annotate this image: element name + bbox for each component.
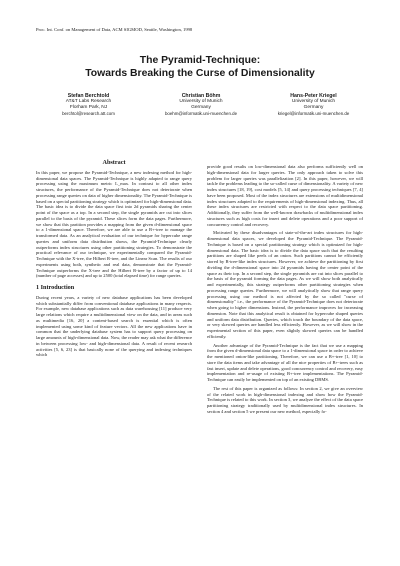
author-block — [36, 93, 366, 117]
author-name: Christian Böhm — [181, 93, 221, 99]
paragraph: provide good results on low-dimensional data also performs sufficiently well on high-dimensional data for larger queries. The only approach taken to solve this problem for larger queries was parallelization [2]. In this paper, however, we will tackle the problems leading to the so-called curse of dimensionality. A variety of new index structures [18, 19], cost models [5, 14] and query processing techniques [7, 4] have been proposed. Most of the index structures are extensions of multidimensional index structures adapted to the requirements of high-dimensional indexing. Thus, all these index structures are restricted with respect to the data space partitioning. Additionally, they suffer from the well-known drawbacks of multidimensional index structures such as high costs for insert and delete operations and a poor support of concurrency control and recovery. — [207, 164, 363, 227]
author-affiliation: University of Munich — [291, 99, 336, 104]
author-affiliation: AT&T Labs Research — [65, 99, 112, 104]
author-3 — [261, 93, 366, 117]
abstract-heading: Abstract — [102, 159, 126, 166]
author-name: Hans-Peter Kriegel — [290, 93, 337, 99]
author-1 — [36, 93, 141, 117]
paragraph: The rest of this paper is organized as follows: In section 2, we give an overview of the related work in high-dimensional indexing and show how the Pyramid-Technique is related to this work. In section 3, we analyze the effect of the data space partitioning strategy traditionally used by multidimensional index structures. In section 4 and section 5 we present our new method, especially fo- — [207, 385, 363, 414]
author-address: Germany — [191, 105, 211, 110]
author-address: Germany — [303, 105, 324, 110]
paper-title — [0, 55, 400, 80]
author-address: Florham Park, NJ — [69, 105, 108, 110]
abstract-text: In this paper, we propose the Pyramid-Technique, a new indexing method for high-dimensional data spaces. The Pyramid-Technique is highly adapted to range query processing using the maximum metric L_max. In contrast to all other index structures, the performance of the Pyramid-Technique does not deteriorate when processing range queries on data of higher dimensionality. The Pyramid-Technique is based on a special partitioning strategy which is optimized for high-dimensional data. The basic idea is to divide the data space first into 2d pyramids sharing the center point of the space as a top. In a second step, the single pyramids are cut into slices parallel to the basis of the pyramid. These slices form the data pages. Furthermore, we show that this partition provides a mapping from the given d-dimensional space to a 1-dimensional space. Therefore, we are able to use a B+-tree to manage the transformed data. As an analytical evaluation of our technique for hypercube range queries and uniform data distribution shows, the Pyramid-Technique clearly outperforms index structures using other partitioning strategies. To demonstrate the practical relevance of our technique, we experimentally compared the Pyramid-Technique with the X-tree, the Hilbert R-tree, and the Linear Scan. The results of our experiments using both, synthetic and real data, demonstrate that the Pyramid-Technique outperforms the X-tree and the Hilbert R-tree by a factor of up to 14 (number of page accesses) and up to 2500 (total elapsed time) for range queries. — [36, 169, 192, 279]
introduction-heading: 1 Introduction — [36, 284, 75, 291]
author-affiliation: University of Munich — [179, 99, 223, 104]
paragraph: Motivated by these disadvantages of state-of-the-art index structures for high-dimensional data spaces, we developed the Pyramid-Technique. The Pyramid-Technique is based on a special partitioning strategy which is optimized for high-dimensional data. The basic idea is to divide the data space such that the resulting partitions are shaped like peels of an onion. Such partitions cannot be efficiently stored by R-tree-like index structures. However, we achieve the partitioning by first dividing the d-dimensional space into 2d pyramids having the center point of the space as their top. In a second step, the single pyramids are cut into slices parallel to the basis of the pyramid forming the data pages. As we will show both analytically and experimentally, this strategy outperforms other partitioning strategies when processing range queries. Furthermore, we will analytically show that range query processing using our method is not affected by the so called "curse of dimensionality" i.e., the performance of the Pyramid-Technique does not deteriorate when going to higher dimensions. Instead, the performance improves for increasing dimension. Note that this analytical result is obtained for hypercube shaped queries and uniform data distribution. Queries, which touch the boundary of the data space, or very skewed queries are handled less efficiently. However, as we will show in the experimental section of this paper, even slightly skewed queries can be handled efficiently. — [207, 230, 363, 339]
proceedings-line: Proc. Int. Conf. on Management of Data, ACM SIGMOD, Seattle, Washington, 1998 — [36, 27, 193, 32]
author-email[interactable]: boehm@informatik.uni-muenchen.de — [164, 111, 238, 116]
author-email[interactable]: kriegel@informatik.uni-muenchen.de — [277, 111, 350, 116]
author-name: Stefan Berchtold — [67, 93, 110, 99]
author-email[interactable]: berchtol@research.att.com — [62, 111, 115, 116]
title-line-1: The Pyramid-Technique: — [139, 55, 261, 66]
left-column — [36, 160, 192, 361]
author-2 — [149, 93, 254, 117]
paragraph: Another advantage of the Pyramid-Technique is the fact that we use a mapping from the given d-dimensional data space to a 1-dimensional space in order to achieve the mentioned onion-like partitioning. Therefore, we can use a B+-tree [1, 10] to store the data items and take advantage of all the nice properties of B+-trees such as fast insert, update and delete operations, good concurrency control and recovery, easy implementation and re-usage of existing B+-tree implementations. The Pyramid-Technique can easily be implemented on top of an existing DBMS. — [207, 342, 363, 382]
right-column — [207, 164, 363, 418]
title-line-2: Towards Breaking the Curse of Dimensionality — [85, 67, 315, 79]
introduction-text: During recent years, a variety of new database applications has been developed which substantially differ from conventional database applications in many respects. For example, new database applications such as data warehousing [11] produce very large relations which require a multidimensional view on the data, and in areas such as multimedia [16, 20] a content-based search is essential which is often implemented using some kind of feature vectors. All the new applications have in common that the underlying database system has to support query processing on large amounts of high-dimensional data. Now, the reader may ask what the difference in between processing low- and high-dimensional data. A result of recent research activities [5, 6, 23] is that basically none of the querying and indexing techniques which — [36, 294, 192, 358]
